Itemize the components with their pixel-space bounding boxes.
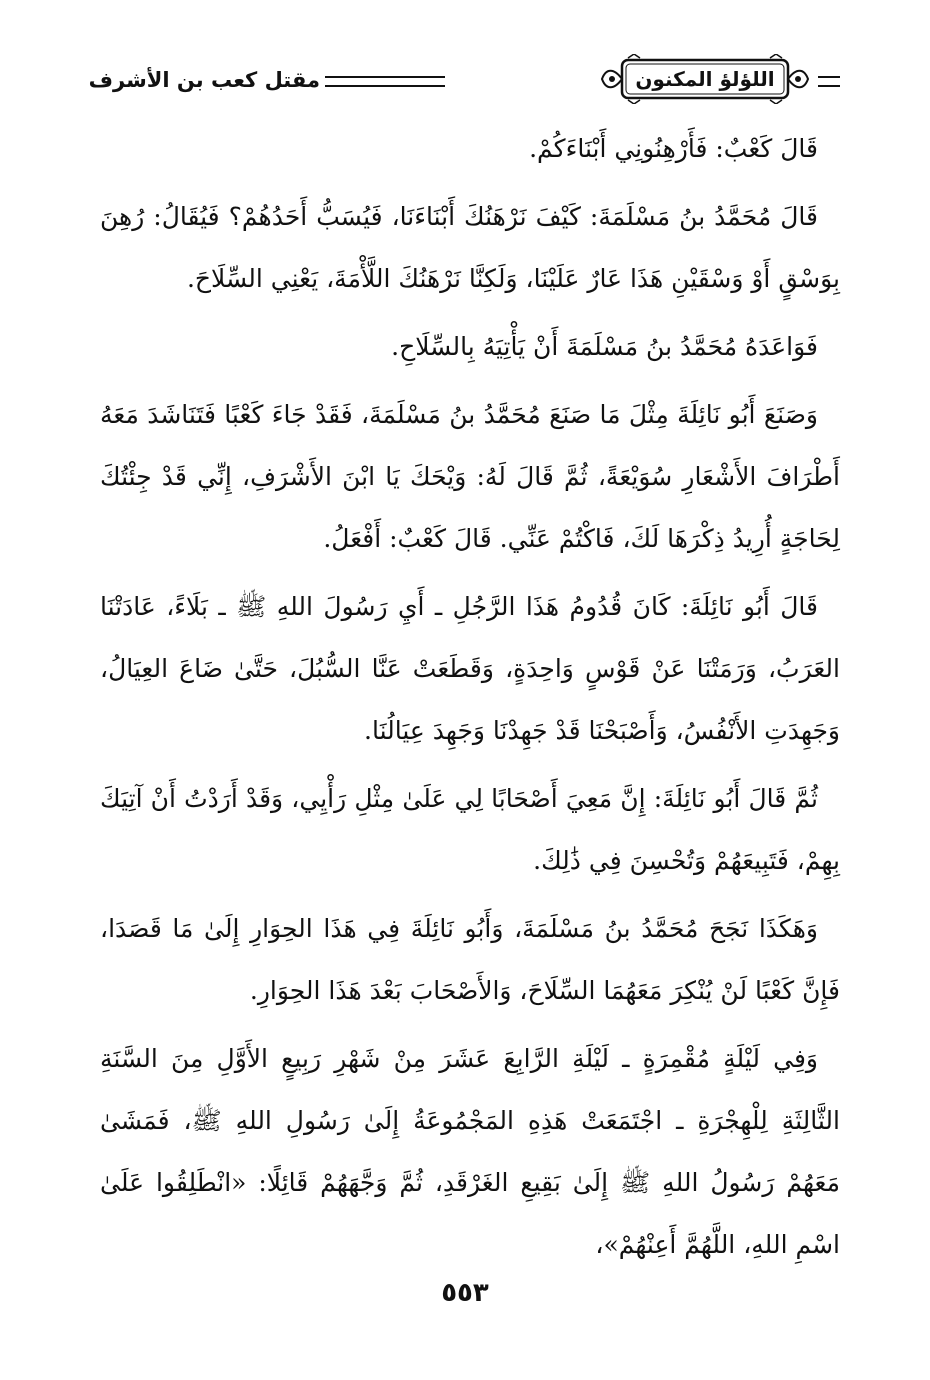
book-title-cartouche xyxy=(600,54,810,104)
paragraph: وَفِي لَيْلَةٍ مُقْمِرَةٍ ـ لَيْلَةِ الرَّابِعَ عَشَرَ مِنْ شَهْرِ رَبِيعٍ الأَوَّلِ مِنَ السَّنَةِ الثَّالِثَةِ لِلْهِجْرَةِ ـ اجْتَمَعَتْ هَذِهِ المَجْمُوعَةُ إِلَىٰ رَسُولِ اللهِ ﷺ، فَمَشَىٰ مَعَهُمْ رَسُولُ اللهِ ﷺ إِلَىٰ بَقِيعِ الغَرْقَدِ، ثُمَّ وَجَّهَهُمْ قَائِلًا: «انْطَلِقُوا عَلَىٰ اسْمِ اللهِ، اللَّهُمَّ أَعِنْهُمْ»، xyxy=(100,1044,840,1259)
book-title: اللؤلؤ المكنون xyxy=(635,67,775,91)
chapter-title: مقتل كعب بن الأشرف xyxy=(88,68,320,92)
header-rule-right xyxy=(818,76,840,87)
paragraph: قَالَ مُحَمَّدُ بنُ مَسْلَمَةَ: كَيْفَ نَرْهَنُكَ أَبْنَاءَنَا، فَيُسَبُّ أَحَدُهُمْ؟ فَيُقَالُ: رُهِنَ بِوَسْقٍ أَوْ وَسْقَيْنِ هَذَا عَارٌ عَلَيْنَا، وَلَكِنَّا نَرْهَنُكَ اللَّأْمَةَ، يَعْنِي السِّلَاحَ. xyxy=(100,202,840,293)
page-number: ٥٥٣ xyxy=(441,1278,489,1308)
paragraph: ثُمَّ قَالَ أَبُو نَائِلَةَ: إِنَّ مَعِيَ أَصْحَابًا لِي عَلَىٰ مِثْلِ رَأْيِي، وَقَدْ أَرَدْتُ أَنْ آتِيَكَ بِهِمْ، فَتَبِيعَهُمْ وَتُحْسِنَ فِي ذَٰلِكَ. xyxy=(100,784,840,875)
page-body xyxy=(100,118,840,1282)
paragraph: وَصَنَعَ أَبُو نَائِلَةَ مِثْلَ مَا صَنَعَ مُحَمَّدُ بنُ مَسْلَمَةَ، فَقَدْ جَاءَ كَعْبًا فَتَنَاشَدَ مَعَهُ أَطْرَافَ الأَشْعَارِ سُوَيْعَةً، ثُمَّ قَالَ لَهُ: وَيْحَكَ يَا ابْنَ الأَشْرَفِ، إِنِّي قَدْ جِئْتُكَ لِحَاجَةٍ أُرِيدُ ذِكْرَهَا لَكَ، فَاكْتُمْ عَنِّي. قَالَ كَعْبٌ: أَفْعَلُ. xyxy=(100,400,840,553)
paragraph: فَوَاعَدَهُ مُحَمَّدُ بنُ مَسْلَمَةَ أَنْ يَأْتِيَهُ بِالسِّلَاحِ. xyxy=(391,332,818,361)
paragraph: قَالَ أَبُو نَائِلَةَ: كَانَ قُدُومُ هَذَا الرَّجُلِ ـ أَيِ رَسُولَ اللهِ ﷺ ـ بَلَاءً، عَادَتْنَا العَرَبُ، وَرَمَتْنَا عَنْ قَوْسٍ وَاحِدَةٍ، وَقَطَعَتْ عَنَّا السُّبُلَ، حَتَّىٰ ضَاعَ العِيَالُ، وَجَهِدَتِ الأَنْفُسُ، وَأَصْبَحْنَا قَدْ جَهِدْنَا وَجَهِدَ عِيَالُنَا. xyxy=(100,592,840,745)
header-rule-left xyxy=(325,76,445,87)
paragraph: قَالَ كَعْبٌ: فَأَرْهِنُونِي أَبْنَاءَكُمْ. xyxy=(529,134,818,163)
paragraph: وَهَكَذَا نَجَحَ مُحَمَّدُ بنُ مَسْلَمَةَ، وَأَبُو نَائِلَةَ فِي هَذَا الحِوَارِ إِلَىٰ مَا قَصَدَا، فَإِنَّ كَعْبًا لَنْ يُنْكِرَ مَعَهُمَا السِّلَاحَ، وَالأَصْحَابَ بَعْدَ هَذَا الحِوَارِ. xyxy=(100,914,840,1005)
page-header xyxy=(88,48,840,110)
